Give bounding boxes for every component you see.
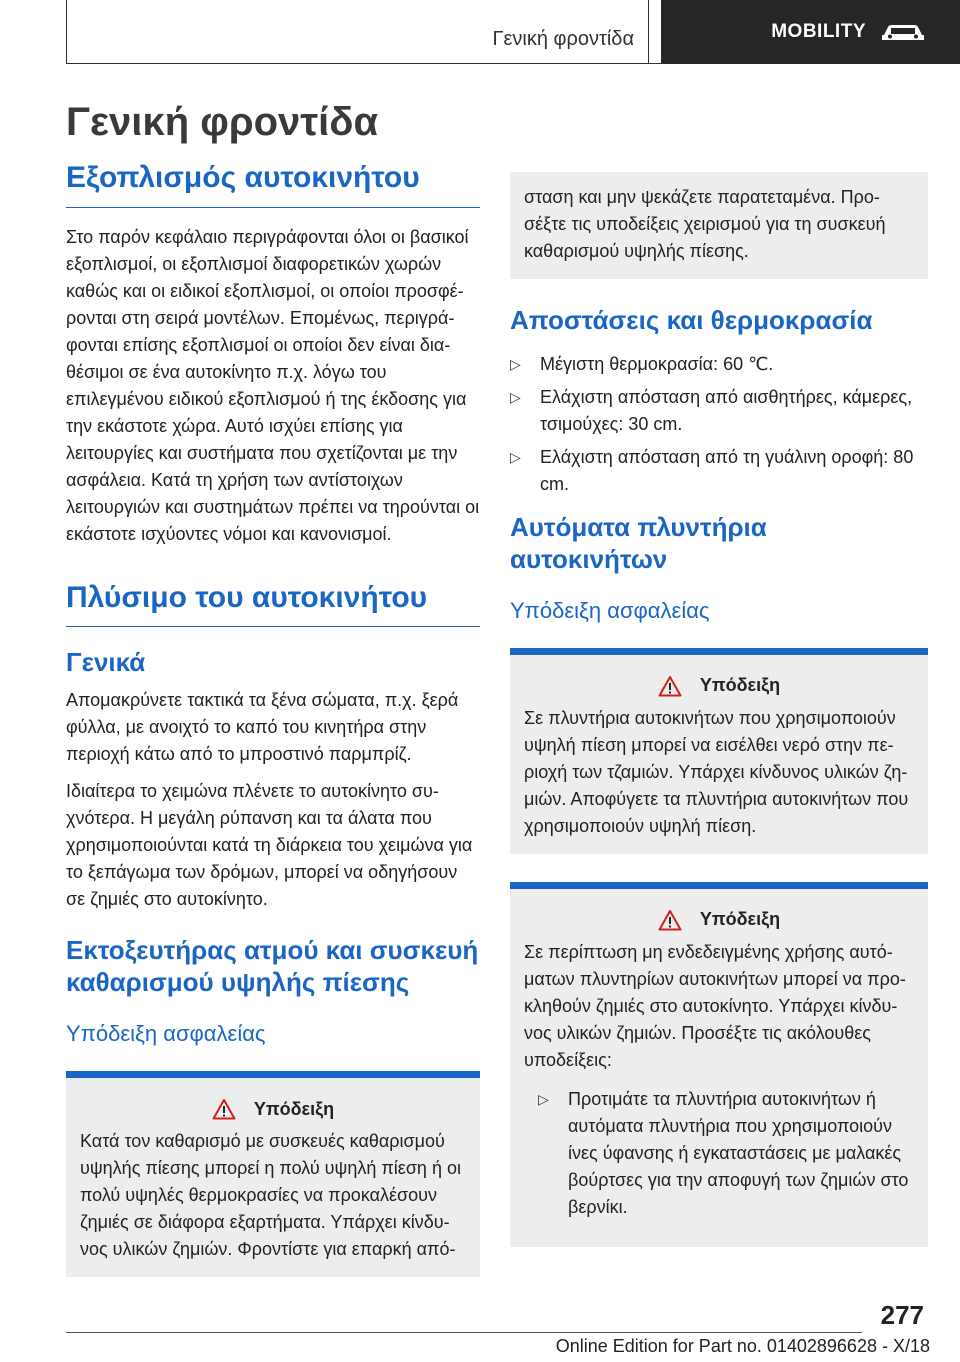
left-column xyxy=(66,160,480,1305)
warning-box xyxy=(510,882,928,1247)
warning-box xyxy=(66,1071,480,1277)
heading-automatic-car-washes: Αυτόματα πλυντήρια αυτοκινήτων xyxy=(510,511,767,574)
list-item: ▷ Ελάχιστη απόσταση από τη γυάλινη οροφή: 80 cm. xyxy=(510,444,928,498)
mobility-badge xyxy=(661,0,960,64)
heading-general: Γενικά xyxy=(66,647,146,678)
heading-distances-temperature: Αποστάσεις και θερμοκρασία xyxy=(510,305,873,335)
heading-safety-note: Υπόδειξη ασφαλείας xyxy=(510,597,710,623)
warning-label: Υπόδειξη xyxy=(253,1098,335,1119)
warning-label: Υπόδειξη xyxy=(699,675,781,696)
warning-icon xyxy=(212,1098,236,1120)
warning-icon xyxy=(658,909,682,931)
page-title: Γενική φροντίδα xyxy=(66,100,379,144)
warning-title xyxy=(524,909,914,931)
warning-icon xyxy=(658,675,682,697)
header-divider-right xyxy=(648,0,649,64)
heading-safety-note: Υπόδειξη ασφαλείας xyxy=(66,1021,266,1047)
header-section-title: Γενική φροντίδα xyxy=(492,28,634,50)
heading-car-washing: Πλύσιμο του αυτοκινήτου xyxy=(66,580,480,628)
warning-box xyxy=(510,648,928,854)
footer-edition: Online Edition for Part no. 01402896628 - X/18 xyxy=(555,1336,930,1356)
warning-text: Κατά τον καθαρισμό με συσκευές καθαρισμού υψηλής πίεσης μπορεί η πολύ υψηλή πίεση ή οι πολύ υψηλές θερμοκρασίες να προκαλέσουν ζημιές σε διάφορα εξαρτήματα. Υπάρχει κίνδυνος υλικών ζημιών. Φροντίστε για επαρκή από- xyxy=(80,1131,461,1260)
warning-title xyxy=(524,675,914,697)
right-column xyxy=(510,172,928,1275)
paragraph-equipment: Στο παρόν κεφάλαιο περιγράφονται όλοι οι βασικοί εξοπλισμοί, οι εξοπλισμοί διαφορετικών χωρών καθώς και οι ειδικοί εξοπλισμοί, οι οποίοι προσφέρονται στη σειρά μοντέλων. Επομένως, περιγράφονται επίσης εξοπλισμοί οι οποίοι δεν είναι διαθέσιμοι σε ένα αυτοκίνητο π.χ. λόγω του επιλεγμένου ειδικού εξοπλισμού ή της έκδοσης για την εκάστοτε χώρα. Αυτό ισχύει επίσης για λειτουργίες και συστήματα που σχετίζονται με την ασφάλεια. Κατά τη χρήση των αντίστοιχων λειτουργιών και συστημάτων πρέπει να τηρούνται οι εκάστοτε ισχύοντες νόμοι και κανονισμοί. xyxy=(66,226,480,544)
list-item: ▷ Μέγιστη θερμοκρασία: 60 ℃. xyxy=(510,351,928,378)
car-icon xyxy=(880,21,926,43)
paragraph-general-2: Ιδιαίτερα το χειμώνα πλένετε το αυτοκίνητο συχνότερα. Η μεγάλη ρύπανση και τα άλατα που χρησιμοποιούνται κατά τη διάρκεια του χειμώνα για το ξεπάγωμα των δρόμων, μπορεί να οδηγήσουν σε ζημιές στο αυτοκίνητο. xyxy=(66,781,473,910)
page-number: 277 xyxy=(880,1300,924,1330)
warning-list xyxy=(538,1086,914,1221)
heading-steam-cleaner: Εκτοξευτήρας ατμού και συσκευή καθαρισμού υψηλής πίεσης xyxy=(66,935,479,998)
mobility-label: MOBILITY xyxy=(771,21,866,42)
warning-text: Σε πλυντήρια αυτοκινήτων που χρησιμοποιούν υψηλή πίεση μπορεί να εισέλθει νερό στην περιοχή των τζαμιών. Υπάρχει κίνδυνος υλικών ζημιών. Αποφύγετε τα πλυντήρια αυτοκινήτων που χρησιμοποιούν υψηλή πίεση. xyxy=(524,707,909,836)
distances-list xyxy=(510,351,928,498)
warning-text: Σε περίπτωση μη ενδεδειγμένης χρήσης αυτόματων πλυντηρίων αυτοκινήτων μπορεί να προκληθούν ζημιές στο αυτοκίνητο. Υπάρχει κίνδυνος υλικών ζημιών. Προσέξτε τις ακόλουθες υποδείξεις: xyxy=(524,941,906,1070)
warning-text-continued: σταση και μην ψεκάζετε παρατεταμένα. Προσέξτε τις υποδείξεις χειρισμού για τη συσκευή καθαρισμού υψηλής πίεσης. xyxy=(524,187,886,261)
paragraph-general-1: Απομακρύνετε τακτικά τα ξένα σώματα, π.χ. ξερά φύλλα, με ανοιχτό το καπό του κινητήρα στην περιοχή κάτω από το μπροστινό παρμπρίζ. xyxy=(66,690,459,765)
warning-label: Υπόδειξη xyxy=(699,909,781,930)
warning-title xyxy=(80,1098,466,1120)
heading-vehicle-equipment: Εξοπλισμός αυτοκινήτου xyxy=(66,160,480,208)
warning-box-continued xyxy=(510,172,928,279)
list-item: ▷ Προτιμάτε τα πλυντήρια αυτοκινήτων ή αυτόματα πλυντήρια που χρησιμοποιούν ίνες ύφανσης ή εγκαταστάσεις με μαλακές βούρτσες για την αποφυγή των ζημιών στο βερνίκι. xyxy=(538,1086,914,1221)
footer-rule xyxy=(66,1332,862,1333)
list-item: ▷ Ελάχιστη απόσταση από αισθητήρες, κάμερες, τσιμούχες: 30 cm. xyxy=(510,384,928,438)
